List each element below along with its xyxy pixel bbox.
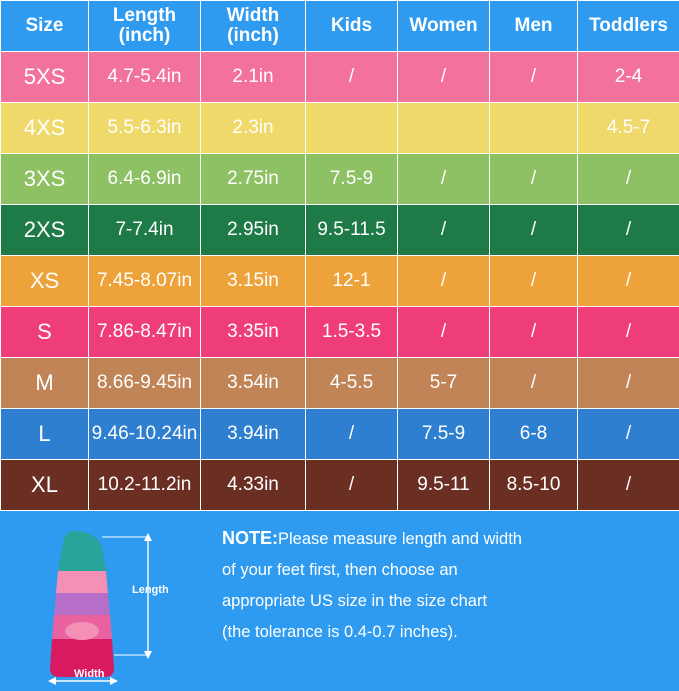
table-cell: 9.5-11: [398, 460, 490, 511]
note-panel: [0, 511, 679, 691]
table-cell: [490, 103, 578, 154]
header-width-line2: (inch): [201, 26, 305, 46]
table-cell: 1.5-3.5: [306, 307, 398, 358]
table-cell: /: [306, 460, 398, 511]
table-header: [1, 1, 679, 52]
table-cell: 8.66-9.45in: [89, 358, 201, 409]
table-row: [1, 154, 679, 205]
size-label-cell: XL: [1, 460, 89, 511]
table-cell: 7.86-8.47in: [89, 307, 201, 358]
header-size: [1, 1, 89, 52]
fin-foot-opening: [65, 622, 99, 640]
table-cell: 3.35in: [201, 307, 306, 358]
size-label-cell: 3XS: [1, 154, 89, 205]
fin-blade-middle: [54, 593, 110, 615]
fin-blade-upper: [56, 571, 108, 593]
table-cell: /: [306, 52, 398, 103]
fin-diagram-svg: [28, 527, 218, 687]
table-row: [1, 205, 679, 256]
note-line-2: of your feet first, then choose an: [222, 555, 662, 586]
table-cell: 5.5-6.3in: [89, 103, 201, 154]
table-cell: 10.2-11.2in: [89, 460, 201, 511]
header-width-line1: Width: [227, 5, 280, 26]
note-text: [222, 523, 662, 648]
table-cell: 6.4-6.9in: [89, 154, 201, 205]
header-women: [398, 1, 490, 52]
length-dimension-label: Length: [132, 584, 169, 596]
table-row: [1, 307, 679, 358]
header-row: [1, 1, 679, 52]
size-label-cell: 2XS: [1, 205, 89, 256]
table-cell: 4-5.5: [306, 358, 398, 409]
table-cell: /: [578, 409, 679, 460]
table-row: [1, 256, 679, 307]
table-cell: /: [490, 256, 578, 307]
table-cell: 7.45-8.07in: [89, 256, 201, 307]
size-label-cell: 5XS: [1, 52, 89, 103]
table-cell: 7-7.4in: [89, 205, 201, 256]
table-cell: [398, 103, 490, 154]
table-cell: /: [398, 256, 490, 307]
note-line-1-text: Please measure length and width: [278, 530, 522, 548]
table-cell: /: [398, 307, 490, 358]
table-row: [1, 52, 679, 103]
width-dimension-label: Width: [74, 668, 104, 680]
table-cell: /: [490, 307, 578, 358]
table-cell: 4.5-7: [578, 103, 679, 154]
table-cell: 2.3in: [201, 103, 306, 154]
size-label-cell: M: [1, 358, 89, 409]
size-label-cell: L: [1, 409, 89, 460]
table-cell: 3.15in: [201, 256, 306, 307]
table-cell: 3.54in: [201, 358, 306, 409]
note-line-3: appropriate US size in the size chart: [222, 586, 662, 617]
table-cell: /: [578, 307, 679, 358]
table-cell: 6-8: [490, 409, 578, 460]
table-cell: 8.5-10: [490, 460, 578, 511]
table-cell: /: [490, 154, 578, 205]
table-row: [1, 409, 679, 460]
header-toddlers: [578, 1, 679, 52]
table-cell: 5-7: [398, 358, 490, 409]
table-cell: 2.95in: [201, 205, 306, 256]
table-cell: 2-4: [578, 52, 679, 103]
header-kids-line1: Kids: [331, 15, 372, 36]
table-cell: /: [398, 52, 490, 103]
table-cell: /: [490, 358, 578, 409]
table-cell: 12-1: [306, 256, 398, 307]
header-toddlers-line1: Toddlers: [589, 15, 668, 36]
table-row: [1, 358, 679, 409]
header-length-line2: (inch): [89, 26, 200, 46]
table-cell: /: [578, 358, 679, 409]
header-size-line1: Size: [25, 15, 63, 36]
table-cell: /: [578, 205, 679, 256]
table-row: [1, 103, 679, 154]
header-kids: [306, 1, 398, 52]
table-cell: 4.7-5.4in: [89, 52, 201, 103]
fin-illustration: [28, 527, 218, 687]
table-row: [1, 460, 679, 511]
table-cell: 2.1in: [201, 52, 306, 103]
width-arrow-left: [48, 677, 56, 685]
fin-blade-tip: [58, 531, 106, 571]
table-cell: /: [398, 205, 490, 256]
size-label-cell: S: [1, 307, 89, 358]
note-line-1: [222, 523, 662, 555]
table-cell: /: [490, 205, 578, 256]
size-label-cell: 4XS: [1, 103, 89, 154]
width-arrow-right: [110, 677, 118, 685]
table-cell: 4.33in: [201, 460, 306, 511]
table-cell: /: [398, 154, 490, 205]
table-cell: /: [578, 154, 679, 205]
table-cell: /: [578, 460, 679, 511]
header-width: [201, 1, 306, 52]
table-cell: 2.75in: [201, 154, 306, 205]
table-cell: 7.5-9: [306, 154, 398, 205]
table-cell: 7.5-9: [398, 409, 490, 460]
table-cell: /: [306, 409, 398, 460]
header-length: [89, 1, 201, 52]
table-cell: /: [490, 52, 578, 103]
size-label-cell: XS: [1, 256, 89, 307]
table-cell: /: [578, 256, 679, 307]
table-cell: [306, 103, 398, 154]
header-men: [490, 1, 578, 52]
table-cell: 9.5-11.5: [306, 205, 398, 256]
table-cell: 3.94in: [201, 409, 306, 460]
note-line-4: (the tolerance is 0.4-0.7 inches).: [222, 617, 662, 648]
table-cell: 9.46-10.24in: [89, 409, 201, 460]
table-body: [1, 52, 679, 511]
header-length-line1: Length: [113, 5, 176, 26]
note-label: NOTE:: [222, 528, 278, 548]
header-men-line1: Men: [515, 15, 553, 36]
header-women-line1: Women: [409, 15, 477, 36]
